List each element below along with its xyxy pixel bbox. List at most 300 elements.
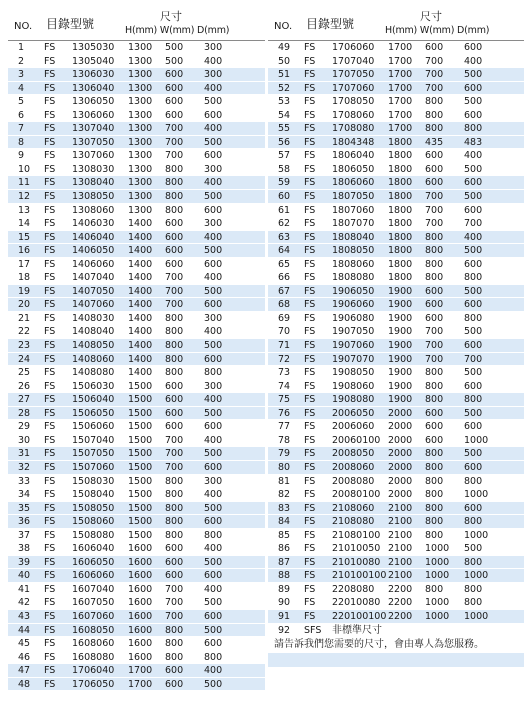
row-height: 1700: [388, 82, 413, 94]
row-depth: 600: [204, 570, 223, 582]
row-width: 700: [165, 299, 184, 311]
table-row: [268, 190, 524, 204]
row-depth: 500: [204, 245, 223, 257]
row-prefix: FS: [304, 475, 316, 487]
row-no: 31: [18, 448, 31, 460]
row-code: 1907070: [332, 353, 375, 365]
row-height: 1800: [388, 150, 413, 162]
row-no: 87: [278, 556, 291, 568]
row-no: 32: [18, 461, 31, 473]
row-height: 1900: [388, 326, 413, 338]
row-prefix: FS: [44, 204, 56, 216]
row-width: 800: [425, 475, 444, 487]
row-code: 1306050: [72, 96, 115, 108]
row-width: 800: [165, 191, 184, 203]
row-code: 1506030: [72, 380, 115, 392]
row-no: 45: [18, 638, 31, 650]
row-prefix: FS: [44, 475, 56, 487]
header-no: NO.: [274, 21, 293, 32]
row-depth: 600: [204, 638, 223, 650]
row-prefix: FS: [304, 529, 316, 541]
row-no: 91: [278, 610, 291, 622]
row-depth: 800: [464, 394, 483, 406]
row-height: 2100: [388, 516, 413, 528]
row-prefix: FS: [304, 394, 316, 406]
row-code: 1707060: [332, 82, 375, 94]
row-width: 800: [425, 109, 444, 121]
row-width: 700: [165, 136, 184, 148]
table-row: [268, 136, 524, 150]
table-row: [8, 55, 265, 69]
row-prefix: FS: [44, 258, 56, 270]
row-code: 1508050: [72, 502, 115, 514]
row-height: 1500: [128, 461, 153, 473]
row-height: 1800: [388, 177, 413, 189]
table-row: [268, 393, 524, 407]
row-width: 600: [165, 394, 184, 406]
row-code: 21010080: [332, 556, 381, 568]
row-depth: 800: [464, 475, 483, 487]
row-prefix: FS: [304, 407, 316, 419]
table-row: [8, 529, 265, 543]
row-depth: 500: [464, 285, 483, 297]
table-row: [8, 583, 265, 597]
row-height: 1800: [388, 272, 413, 284]
table-row: [268, 298, 524, 312]
row-no: 88: [278, 570, 291, 582]
table-row: [8, 353, 265, 367]
row-prefix: FS: [44, 42, 56, 53]
row-width: 800: [425, 516, 444, 528]
row-no: 59: [278, 177, 291, 189]
table-row: [8, 109, 265, 123]
table-row: [268, 475, 524, 489]
row-no: 25: [18, 367, 31, 379]
row-no: 21: [18, 312, 31, 324]
table-row: [8, 447, 265, 461]
row-width: 800: [425, 461, 444, 473]
row-height: 1600: [128, 583, 153, 595]
row-width: 600: [165, 218, 184, 230]
row-prefix: FS: [44, 570, 56, 582]
row-depth: 400: [204, 123, 223, 135]
row-no: 24: [18, 353, 31, 365]
row-code: 1608080: [72, 651, 115, 663]
row-no: 44: [18, 624, 31, 636]
row-code: 1807070: [332, 218, 375, 230]
row-prefix: FS: [44, 150, 56, 162]
row-depth: 400: [204, 665, 223, 677]
row-code: 2006050: [332, 407, 375, 419]
row-width: 800: [425, 367, 444, 379]
row-width: 800: [425, 529, 444, 541]
row-width: 600: [165, 543, 184, 555]
row-no: 69: [278, 312, 291, 324]
row-depth: 600: [464, 82, 483, 94]
row-width: 800: [425, 231, 444, 243]
row-no: 41: [18, 583, 31, 595]
row-depth: 600: [204, 204, 223, 216]
row-no: 61: [278, 204, 291, 216]
table-row: [268, 149, 524, 163]
row-depth: 600: [204, 353, 223, 365]
row-code: 1906060: [332, 299, 375, 311]
row-height: 1400: [128, 367, 153, 379]
row-no: 83: [278, 502, 291, 514]
row-depth: 500: [464, 69, 483, 81]
row-code: 1608060: [72, 638, 115, 650]
row-no: 14: [18, 218, 31, 230]
row-prefix: FS: [304, 434, 316, 446]
row-width: 600: [425, 177, 444, 189]
row-prefix: FS: [44, 272, 56, 284]
row-code: 1407040: [72, 272, 115, 284]
table-row: [8, 542, 265, 556]
table-row: [8, 556, 265, 570]
table-row: [268, 434, 524, 448]
row-code: 1808040: [332, 231, 375, 243]
row-prefix: FS: [304, 312, 316, 324]
row-width: 700: [425, 326, 444, 338]
row-height: 1500: [128, 448, 153, 460]
row-code: 1306060: [72, 109, 115, 121]
header-size: 尺寸: [160, 10, 182, 23]
table-row: [268, 163, 524, 177]
table-row: [268, 583, 524, 597]
row-depth: 600: [464, 380, 483, 392]
row-depth: 400: [204, 489, 223, 501]
row-width: 800: [165, 204, 184, 216]
row-prefix: FS: [304, 42, 316, 53]
row-prefix: FS: [44, 394, 56, 406]
row-depth: 500: [204, 340, 223, 352]
row-height: 2100: [388, 529, 413, 541]
table-row: [268, 502, 524, 516]
row-depth: 300: [204, 69, 223, 81]
row-depth: 500: [204, 448, 223, 460]
row-code: 1308050: [72, 191, 115, 203]
row-width: 600: [425, 421, 444, 433]
row-code: 1607060: [72, 610, 115, 622]
row-prefix: FS: [44, 69, 56, 81]
row-width: 600: [165, 407, 184, 419]
row-no: 51: [278, 69, 291, 81]
row-prefix: FS: [304, 204, 316, 216]
row-code: 1507050: [72, 448, 115, 460]
row-prefix: FS: [44, 96, 56, 108]
row-width: 800: [165, 638, 184, 650]
row-depth: 400: [204, 583, 223, 595]
row-width: 700: [425, 218, 444, 230]
row-prefix: FS: [304, 55, 316, 67]
row-depth: 600: [464, 299, 483, 311]
row-no: 73: [278, 367, 291, 379]
row-depth: 600: [464, 502, 483, 514]
row-prefix: FS: [304, 218, 316, 230]
row-depth: 500: [464, 448, 483, 460]
row-depth: 400: [204, 231, 223, 243]
table-row: [8, 231, 265, 245]
row-prefix: FS: [304, 245, 316, 257]
row-prefix: FS: [304, 570, 316, 582]
row-depth: 600: [464, 340, 483, 352]
row-height: 1400: [128, 258, 153, 270]
row-code: 1906050: [332, 285, 375, 297]
row-code: 1906080: [332, 312, 375, 324]
row-no: 48: [18, 678, 31, 690]
header-dims: H(mm) W(mm) D(mm): [125, 25, 230, 36]
row-width: 800: [165, 475, 184, 487]
row-no: 33: [18, 475, 31, 487]
row-depth: 500: [204, 136, 223, 148]
row-height: 1500: [128, 475, 153, 487]
row-depth: 300: [204, 42, 223, 53]
row-height: 1400: [128, 353, 153, 365]
row-code: 1508030: [72, 475, 115, 487]
row-code: 20080100: [332, 489, 381, 501]
table-row: [8, 149, 265, 163]
row-no: 57: [278, 150, 291, 162]
row-prefix: FS: [304, 340, 316, 352]
row-height: 1600: [128, 610, 153, 622]
table-row: [268, 82, 524, 96]
row-prefix: FS: [304, 502, 316, 514]
row-code: 1308030: [72, 163, 115, 175]
row-height: 1600: [128, 543, 153, 555]
row-code: 1708050: [332, 96, 375, 108]
row-depth: 300: [204, 380, 223, 392]
table-row: [8, 569, 265, 583]
row-code: 1707050: [332, 69, 375, 81]
table-row: [8, 122, 265, 136]
row-height: 1700: [388, 109, 413, 121]
row-height: 1400: [128, 312, 153, 324]
row-no: 66: [278, 272, 291, 284]
table-row: [8, 420, 265, 434]
row-code: 1807060: [332, 204, 375, 216]
row-width: 700: [165, 461, 184, 473]
special-fs: SFS: [304, 624, 322, 636]
row-prefix: FS: [44, 312, 56, 324]
row-prefix: FS: [44, 529, 56, 541]
row-width: 700: [425, 191, 444, 203]
row-height: 1600: [128, 624, 153, 636]
row-code: 1706040: [72, 665, 115, 677]
row-height: 1400: [128, 231, 153, 243]
row-prefix: FS: [304, 177, 316, 189]
row-height: 1500: [128, 529, 153, 541]
row-no: 39: [18, 556, 31, 568]
table-row: [8, 285, 265, 299]
row-no: 82: [278, 489, 291, 501]
row-code: 210100100: [332, 570, 387, 582]
table-row: [8, 339, 265, 353]
row-code: 1407060: [72, 299, 115, 311]
row-prefix: FS: [304, 421, 316, 433]
row-depth: 500: [464, 245, 483, 257]
row-width: 700: [425, 82, 444, 94]
row-code: 1607050: [72, 597, 115, 609]
row-width: 800: [165, 312, 184, 324]
row-code: 2006060: [332, 421, 375, 433]
row-height: 1300: [128, 191, 153, 203]
service-note: 請告訴我們您需要的尺寸，會由專人為您服務。: [274, 639, 484, 651]
row-no: 64: [278, 245, 291, 257]
right-rows: [268, 41, 524, 624]
row-height: 1400: [128, 245, 153, 257]
row-prefix: FS: [304, 380, 316, 392]
table-row: [8, 434, 265, 448]
row-no: 77: [278, 421, 291, 433]
table-row: [268, 461, 524, 475]
row-prefix: FS: [44, 421, 56, 433]
row-depth: 700: [464, 218, 483, 230]
row-prefix: FS: [304, 285, 316, 297]
row-width: 600: [425, 163, 444, 175]
row-code: 1306040: [72, 82, 115, 94]
row-depth: 600: [204, 150, 223, 162]
row-height: 1300: [128, 42, 153, 53]
row-prefix: FS: [304, 353, 316, 365]
row-code: 1506040: [72, 394, 115, 406]
row-height: 1500: [128, 421, 153, 433]
row-height: 1300: [128, 150, 153, 162]
row-width: 600: [425, 285, 444, 297]
row-depth: 600: [204, 610, 223, 622]
row-depth: 500: [464, 367, 483, 379]
row-prefix: FS: [44, 326, 56, 338]
row-depth: 800: [204, 367, 223, 379]
row-no: 16: [18, 245, 31, 257]
row-width: 700: [165, 597, 184, 609]
row-width: 600: [425, 434, 444, 446]
row-no: 5: [18, 96, 25, 108]
row-code: 1908050: [332, 367, 375, 379]
row-code: 2108080: [332, 516, 375, 528]
row-code: 1408030: [72, 312, 115, 324]
row-code: 1808060: [332, 258, 375, 270]
row-code: 1606040: [72, 543, 115, 555]
row-depth: 1000: [464, 489, 489, 501]
row-depth: 400: [204, 272, 223, 284]
row-prefix: FS: [304, 326, 316, 338]
row-prefix: FS: [44, 407, 56, 419]
row-depth: 500: [204, 96, 223, 108]
table-row: [268, 515, 524, 529]
table-row: [268, 109, 524, 123]
row-depth: 800: [464, 123, 483, 135]
row-prefix: FS: [44, 245, 56, 257]
row-code: 21010050: [332, 543, 381, 555]
row-code: 1408040: [72, 326, 115, 338]
row-depth: 600: [464, 204, 483, 216]
row-prefix: FS: [44, 218, 56, 230]
row-no: 26: [18, 380, 31, 392]
row-no: 36: [18, 516, 31, 528]
row-depth: 500: [204, 407, 223, 419]
row-no: 81: [278, 475, 291, 487]
row-no: 72: [278, 353, 291, 365]
row-no: 65: [278, 258, 291, 270]
row-no: 62: [278, 218, 291, 230]
row-height: 2200: [388, 597, 413, 609]
row-height: 2000: [388, 475, 413, 487]
header-model: 目錄型號: [46, 17, 95, 31]
row-height: 1500: [128, 502, 153, 514]
table-row: [268, 556, 524, 570]
row-depth: 400: [204, 82, 223, 94]
row-code: 1907050: [332, 326, 375, 338]
table-header: [8, 6, 265, 41]
row-height: 1300: [128, 136, 153, 148]
row-no: 10: [18, 163, 31, 175]
row-prefix: FS: [44, 502, 56, 514]
row-width: 800: [165, 502, 184, 514]
row-height: 1500: [128, 516, 153, 528]
row-width: 1000: [425, 570, 450, 582]
row-code: 1406050: [72, 245, 115, 257]
row-width: 1000: [425, 543, 450, 555]
row-height: 1900: [388, 312, 413, 324]
row-prefix: FS: [44, 82, 56, 94]
row-code: 1706060: [332, 42, 375, 53]
table-row: [268, 325, 524, 339]
table-row: [268, 596, 524, 610]
row-no: 8: [18, 136, 25, 148]
row-prefix: FS: [44, 123, 56, 135]
row-height: 1800: [388, 204, 413, 216]
row-width: 500: [165, 55, 184, 67]
row-height: 1400: [128, 218, 153, 230]
row-width: 600: [165, 258, 184, 270]
row-width: 800: [165, 326, 184, 338]
row-height: 1400: [128, 326, 153, 338]
row-height: 2100: [388, 556, 413, 568]
row-code: 1507060: [72, 461, 115, 473]
row-width: 800: [425, 489, 444, 501]
row-height: 1500: [128, 434, 153, 446]
row-width: 800: [165, 529, 184, 541]
row-no: 13: [18, 204, 31, 216]
row-depth: 400: [204, 177, 223, 189]
row-height: 1900: [388, 394, 413, 406]
row-depth: 700: [464, 353, 483, 365]
row-width: 800: [425, 448, 444, 460]
row-height: 1800: [388, 245, 413, 257]
table-header: [268, 6, 524, 41]
table-row: [268, 447, 524, 461]
row-no: 12: [18, 191, 31, 203]
row-no: 3: [18, 69, 25, 81]
row-code: 1406030: [72, 218, 115, 230]
row-prefix: FS: [304, 461, 316, 473]
table-row: [8, 176, 265, 190]
header-size: 尺寸: [420, 10, 442, 23]
table-row: [8, 488, 265, 502]
row-no: 9: [18, 150, 25, 162]
row-prefix: FS: [304, 69, 316, 81]
row-code: 1508040: [72, 489, 115, 501]
row-no: 15: [18, 231, 31, 243]
row-height: 1600: [128, 638, 153, 650]
header-dims: H(mm) W(mm) D(mm): [385, 25, 490, 36]
row-depth: 500: [204, 285, 223, 297]
table-row: [8, 637, 265, 651]
row-prefix: FS: [304, 516, 316, 528]
row-width: 600: [165, 421, 184, 433]
special-label: 非標準尺寸: [332, 624, 382, 636]
row-code: 1907060: [332, 340, 375, 352]
